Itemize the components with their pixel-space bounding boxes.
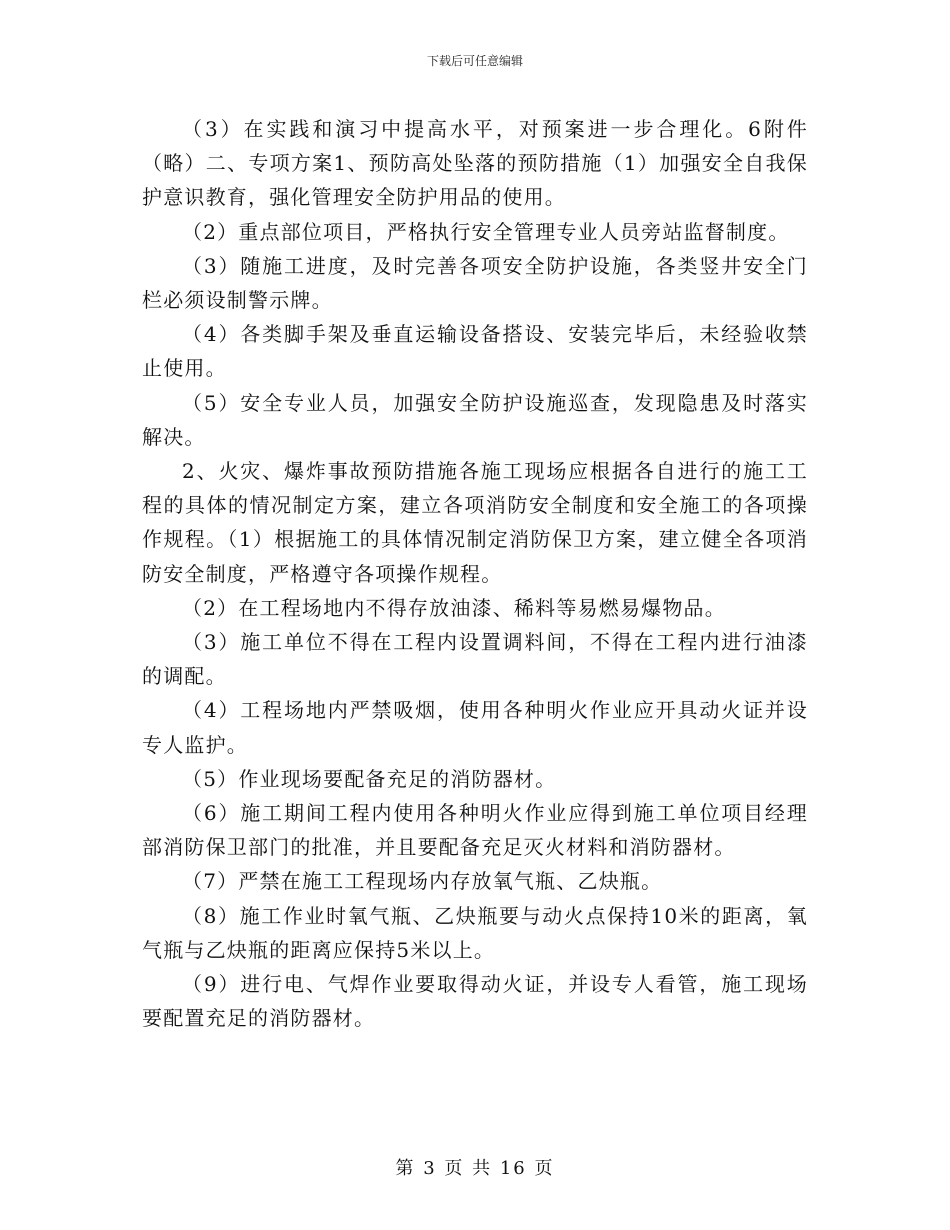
page-footer: 第 3 页 共 16 页 (395, 1158, 555, 1179)
paragraph: （4）工程场地内严禁吸烟，使用各种明火作业应开具动火证并设专人监护。 (142, 698, 808, 757)
body-text (142, 112, 808, 1035)
paragraph: （7）严禁在施工工程现场内存放氧气瓶、乙炔瓶。 (182, 869, 663, 894)
page-header: 下载后可任意编辑 (426, 54, 523, 68)
paragraph: （2）在工程场地内不得存放油漆、稀料等易燃易爆物品。 (182, 595, 726, 620)
paragraph: （8）施工作业时氧气瓶、乙炔瓶要与动火点保持10米的距离，氧气瓶与乙炔瓶的距离应保持5米以上。 (142, 903, 808, 962)
paragraph: （5）作业现场要配备充足的消防器材。 (182, 766, 557, 791)
paragraph: 2、火灾、爆炸事故预防措施各施工现场应根据各自进行的施工工程的具体的情况制定方案，建立各项消防安全制度和安全施工的各项操作规程。（1）根据施工的具体情况制定消防保卫方案，建立健全各项消防安全制度，严格遵守各项操作规程。 (142, 459, 808, 586)
paragraph: （5）安全专业人员，加强安全防护设施巡查，发现隐患及时落实解决。 (142, 390, 808, 449)
paragraph: （4）各类脚手架及垂直运输设备搭设、安装完毕后，未经验收禁止使用。 (142, 322, 808, 381)
paragraph: （6）施工期间工程内使用各种明火作业应得到施工单位项目经理部消防保卫部门的批准，并且要配备充足灭火材料和消防器材。 (142, 801, 808, 860)
paragraph: （3）随施工进度，及时完善各项安全防护设施，各类竖井安全门栏必须设制警示牌。 (142, 253, 808, 313)
paragraph: （2）重点部位项目，严格执行安全管理专业人员旁站监督制度。 (182, 219, 790, 244)
paragraph: （3）在实践和演习中提高水平，对预案进一步合理化。6附件（略）二、专项方案1、预防高处坠落的预防措施（1）加强安全自我保护意识教育，强化管理安全防护用品的使用。 (142, 117, 808, 210)
paragraph: （3）施工单位不得在工程内设置调料间，不得在工程内进行油漆的调配。 (142, 630, 808, 689)
paragraph: （9）进行电、气焊作业要取得动火证，并设专人看管，施工现场要配置充足的消防器材。 (142, 972, 808, 1031)
